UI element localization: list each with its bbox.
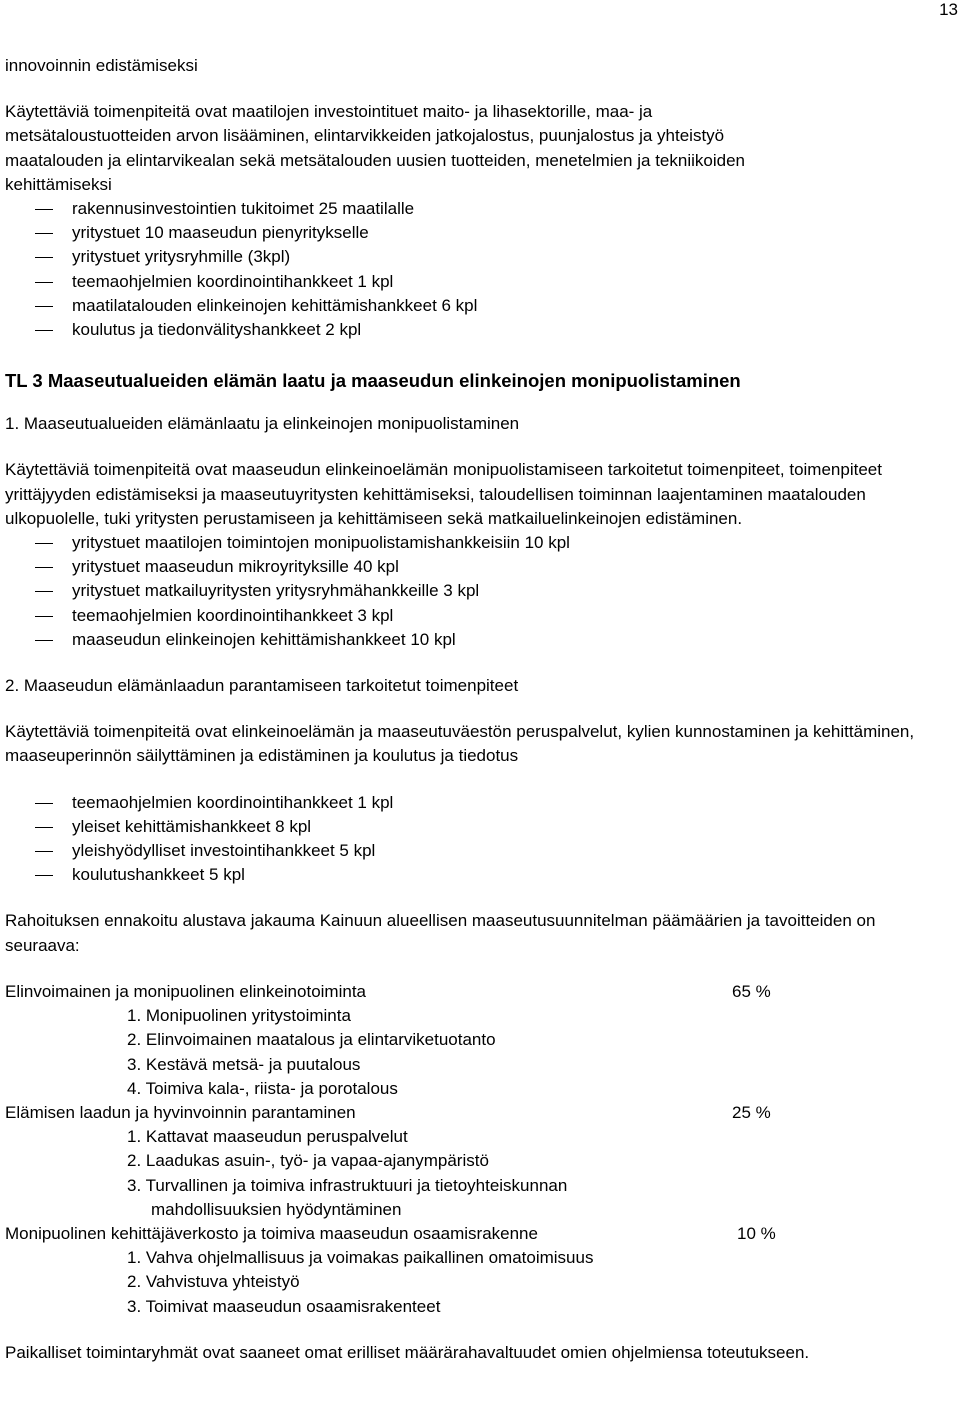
goal-name: Elämisen laadun ja hyvinvoinnin parantaminen [5, 1102, 356, 1122]
measure-1-intro: Käytettäviä toimenpiteitä ovat maaseudun elinkeinoelämän monipuolistamiseen tarkoitetut toimenpiteet, toimenpiteet yrittäjyyden edistämiseksi ja maaseutuyritysten kehittämiseksi, taloudellisen toiminnan laajentaminen maatalouden ulkopuolelle, tuki yritysten perustamiseen ja kehittämiseen sekä matkailuelinkeinojen edistäminen. [5, 460, 882, 528]
measures-list-a [5, 197, 957, 342]
goal-row [5, 980, 957, 1004]
funding-allocation [5, 980, 957, 1319]
list-item: koulutus ja tiedonvälityshankkeet 2 kpl [5, 318, 957, 342]
subgoal-list [5, 1004, 957, 1101]
section-heading-tl3: TL 3 Maaseutualueiden elämän laatu ja maaseudun elinkeinojen monipuolistaminen [5, 370, 741, 392]
subgoal-item: 1. Vahva ohjelmallisuus ja voimakas paikallinen omatoimisuus [127, 1248, 594, 1268]
goal-name: Elinvoimainen ja monipuolinen elinkeinotoiminta [5, 981, 366, 1001]
list-item: koulutushankkeet 5 kpl [5, 863, 957, 887]
section-heading-tail: innovoinnin edistämiseksi [5, 56, 198, 75]
measure-2-title: 2. Maaseudun elämänlaadun parantamiseen tarkoitetut toimenpiteet [5, 676, 519, 696]
list-item: yritystuet yritysryhmille (3kpl) [5, 245, 957, 269]
list-item: rakennusinvestointien tukitoimet 25 maatilalle [5, 197, 957, 221]
subgoal-item: 4. Toimiva kala-, riista- ja porotalous [127, 1078, 398, 1098]
subgoal-item: 2. Laadukas asuin-, työ- ja vapaa-ajanympäristö [127, 1151, 489, 1171]
subgoal-line: 3. Turvallinen ja toimiva infrastruktuuri ja tietoyhteiskunnan [127, 1175, 568, 1195]
list-item: teemaohjelmien koordinointihankkeet 3 kpl [5, 604, 957, 628]
list-item: teemaohjelmien koordinointihankkeet 1 kpl [5, 791, 957, 815]
subgoal-list [5, 1125, 957, 1222]
funding-intro: Rahoituksen ennakoitu alustava jakauma Kainuun alueellisen maaseutusuunnitelman päämäärien ja tavoitteiden on seuraava: [5, 911, 876, 955]
list-item: yritystuet maatilojen toimintojen monipuolistamishankkeisiin 10 kpl [5, 531, 957, 555]
goal-percent: 25 % [732, 1102, 771, 1122]
list-item: maatilatalouden elinkeinojen kehittämishankkeet 6 kpl [5, 294, 957, 318]
goal-percent: 10 % [737, 1223, 776, 1243]
measure-2-list [5, 791, 957, 888]
measure-1-list [5, 531, 957, 652]
subgoal-item: 2. Elinvoimainen maatalous ja elintarviketuotanto [127, 1030, 496, 1050]
document-body [5, 54, 957, 1365]
subgoal-item: 2. Vahvistuva yhteistyö [127, 1272, 300, 1292]
section-intro-paragraph: Käytettäviä toimenpiteitä ovat maatilojen investointituet maito- ja lihasektorille, maa- ja metsätaloustuotteiden arvon lisääminen, elintarvikkeiden jatkojalostus, puunjalostus ja yhteistyö maatalouden ja elintarvikealan sekä metsätalouden uusien tuotteiden, menetelmien ja tekniikoiden kehittämiseksi [5, 102, 745, 194]
closing-paragraph: Paikalliset toimintaryhmät ovat saaneet omat erilliset määrärahavaltuudet omien ohjelmiensa toteutukseen. [5, 1342, 810, 1362]
subgoal-item: 1. Kattavat maaseudun peruspalvelut [127, 1127, 408, 1147]
goal-row [5, 1222, 957, 1246]
goal-percent: 65 % [732, 981, 771, 1001]
goal-name: Monipuolinen kehittäjäverkosto ja toimiva maaseudun osaamisrakenne [5, 1223, 538, 1243]
subgoal-line-continued: mahdollisuuksien hyödyntäminen [151, 1199, 402, 1219]
list-item: yleiset kehittämishankkeet 8 kpl [5, 815, 957, 839]
goal-row [5, 1101, 957, 1125]
list-item: yritystuet maaseudun mikroyrityksille 40 kpl [5, 555, 957, 579]
measure-1-title: 1. Maaseutualueiden elämänlaatu ja elinkeinojen monipuolistaminen [5, 414, 520, 434]
subgoal-item: 1. Monipuolinen yritystoiminta [127, 1006, 351, 1026]
list-item: yleishyödylliset investointihankkeet 5 kpl [5, 839, 957, 863]
list-item: yritystuet matkailuyritysten yritysryhmähankkeille 3 kpl [5, 579, 957, 603]
list-item: maaseudun elinkeinojen kehittämishankkeet 10 kpl [5, 628, 957, 652]
measure-2-intro: Käytettäviä toimenpiteitä ovat elinkeinoelämän ja maaseutuväestön peruspalvelut, kylien kunnostaminen ja kehittäminen, maaseuperinnön säilyttäminen ja edistäminen ja koulutus ja tiedotus [5, 722, 915, 766]
subgoal-item [5, 1174, 957, 1222]
list-item: teemaohjelmien koordinointihankkeet 1 kpl [5, 270, 957, 294]
subgoal-item: 3. Kestävä metsä- ja puutalous [127, 1054, 361, 1074]
page-number: 13 [939, 0, 958, 19]
subgoal-list [5, 1246, 957, 1319]
list-item: yritystuet 10 maaseudun pienyritykselle [5, 221, 957, 245]
subgoal-item: 3. Toimivat maaseudun osaamisrakenteet [127, 1296, 441, 1316]
